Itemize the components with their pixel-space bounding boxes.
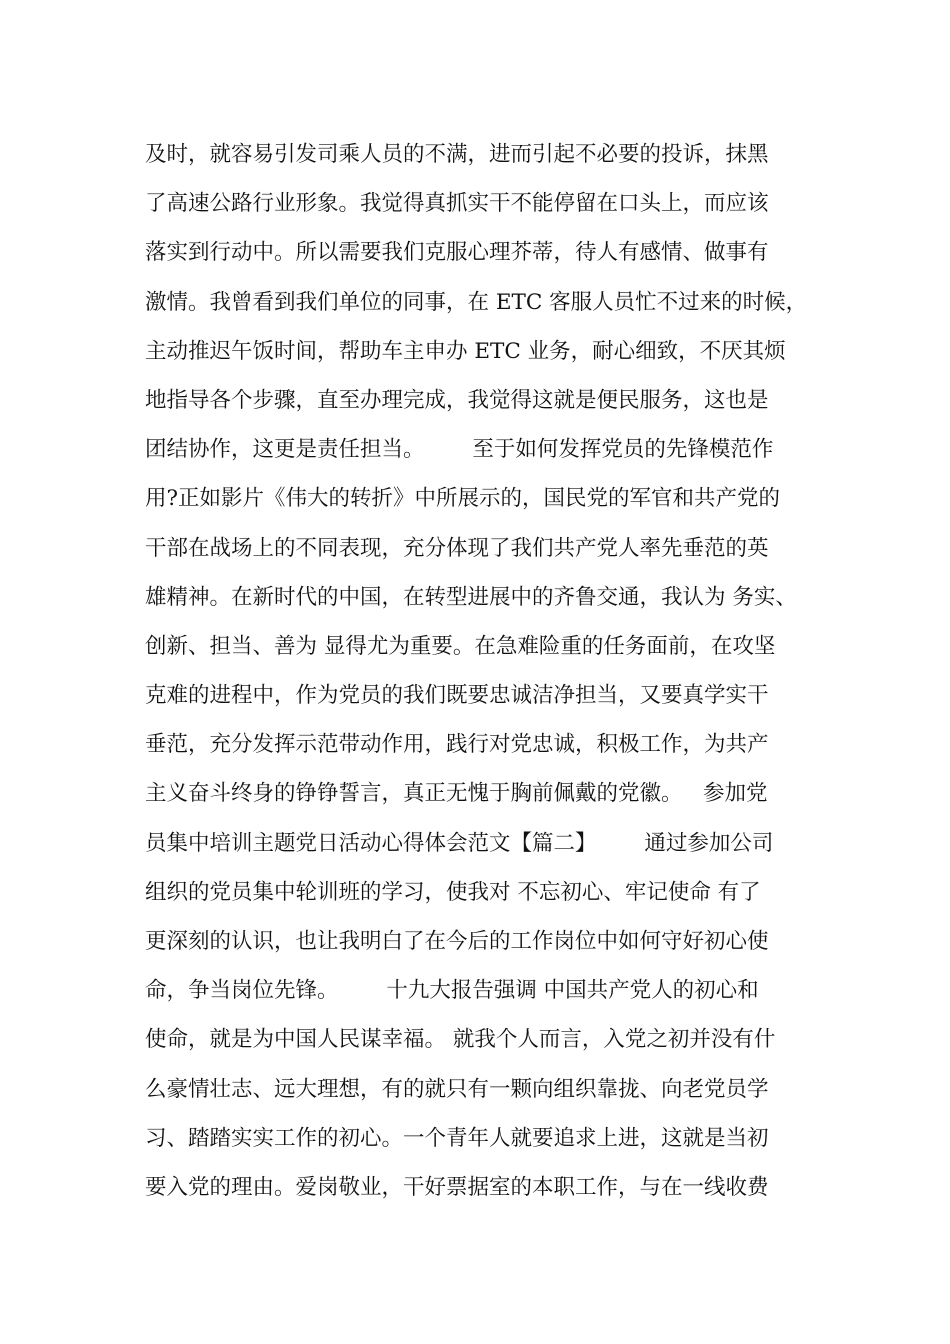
text-line: 垂范，充分发挥示范带动作用，践行对党忠诚，积极工作，为共产 (145, 732, 769, 758)
text-line: 更深刻的认识，也让我明白了在今后的工作岗位中如何守好初心使 (145, 929, 769, 954)
text-line: 克难的进程中，作为党员的我们既要忠诚洁净担当，又要真学实干 (145, 683, 769, 709)
text-line: 雄精神。在新时代的中国，在转型进展中的齐鲁交通，我认为 务实、 (145, 584, 797, 610)
text-line: 习、踏踏实实工作的初心。一个青年人就要追求上进，这就是当初 (145, 1125, 769, 1151)
text-line: 员集中培训主题党日活动心得体会范文【篇二】 通过参加公司 (145, 830, 774, 856)
text-line: 干部在战场上的不同表现，充分体现了我们共产党人率先垂范的英 (145, 535, 769, 561)
text-line: 要入党的理由。爱岗敬业，干好票据室的本职工作，与在一线收费 (145, 1174, 769, 1200)
text-line: 创新、担当、善为 显得尤为重要。在急难险重的任务面前，在攻坚 (145, 633, 776, 659)
text-line: 地指导各个步骤，直至办理完成，我觉得这就是便民服务，这也是 (145, 387, 769, 413)
text-line: 主义奋斗终身的铮铮誓言，真正无愧于胸前佩戴的党徽。 参加党 (145, 781, 768, 807)
text-line: 了高速公路行业形象。我觉得真抓实干不能停留在口头上，而应该 (145, 191, 769, 217)
text-line: 使命，就是为中国人民谋幸福。 就我个人而言，入党之初并没有什 (145, 1027, 776, 1053)
text-line: 团结协作，这更是责任担当。 至于如何发挥党员的先锋模范作 (145, 437, 774, 463)
text-line: 组织的党员集中轮训班的学习，使我对 不忘初心、牢记使命 有了 (145, 879, 761, 905)
text-line: 用?正如影片《伟大的转折》中所展示的，国民党的军官和共产党的 (145, 486, 781, 512)
text-line: 命，争当岗位先锋。 十九大报告强调 中国共产党人的初心和 (145, 978, 759, 1004)
text-line: 激情。我曾看到我们单位的同事，在 ETC 客服人员忙不过来的时候， (145, 289, 808, 315)
text-line: 及时，就容易引发司乘人员的不满，进而引起不必要的投诉，抹黑 (145, 142, 769, 167)
body-text (145, 130, 845, 1212)
text-line: 主动推迟午饭时间，帮助车主申办 ETC 业务，耐心细致，不厌其烦 (145, 338, 786, 364)
text-line: 落实到行动中。所以需要我们克服心理芥蒂，待人有感情、做事有 (145, 240, 769, 266)
text-line: 么豪情壮志、远大理想，有的就只有一颗向组织靠拢、向老党员学 (145, 1076, 769, 1102)
